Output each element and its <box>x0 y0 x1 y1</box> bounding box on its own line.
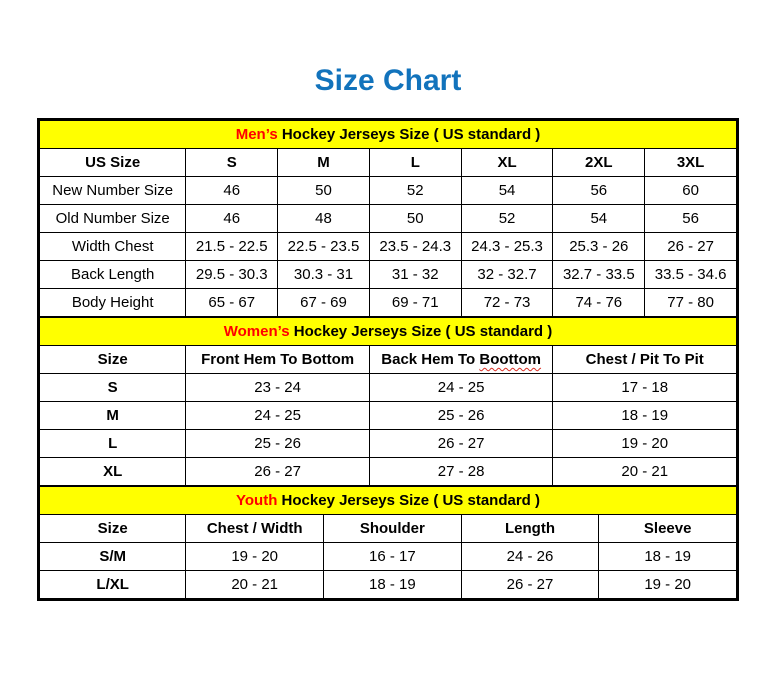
youth-highlight-text: Youth <box>236 492 278 509</box>
womens-col-size: Size <box>40 346 186 374</box>
table-cell: 46 <box>186 205 278 233</box>
table-cell: 52 <box>461 205 553 233</box>
mens-band-rest-text: Hockey Jerseys Size ( US standard ) <box>277 126 541 143</box>
table-row <box>40 430 737 458</box>
mens-section-band <box>40 121 737 149</box>
youth-band-rest-text: Hockey Jerseys Size ( US standard ) <box>277 492 540 509</box>
mens-col-xl: XL <box>461 149 553 177</box>
mens-col-s: S <box>186 149 278 177</box>
youth-col-chest-width: Chest / Width <box>186 515 324 543</box>
mens-row-label: Back Length <box>40 261 186 289</box>
table-cell: 20 - 21 <box>553 458 737 486</box>
mens-section-title <box>40 121 737 149</box>
mens-header-row <box>40 149 737 177</box>
table-cell: 25.3 - 26 <box>553 233 645 261</box>
womens-section-band <box>40 318 737 346</box>
table-cell: 31 - 32 <box>369 261 461 289</box>
table-row <box>40 261 737 289</box>
table-cell: 16 - 17 <box>324 543 462 571</box>
back-hem-misspelled-word: Boottom <box>479 351 542 368</box>
youth-col-length: Length <box>461 515 599 543</box>
table-cell: 26 - 27 <box>186 458 370 486</box>
table-cell: 25 - 26 <box>186 430 370 458</box>
table-cell: 50 <box>369 205 461 233</box>
mens-col-l: L <box>369 149 461 177</box>
mens-row-label: New Number Size <box>40 177 186 205</box>
table-cell: 24.3 - 25.3 <box>461 233 553 261</box>
table-cell: 30.3 - 31 <box>278 261 370 289</box>
table-row <box>40 543 737 571</box>
table-cell: 54 <box>553 205 645 233</box>
mens-col-m: M <box>278 149 370 177</box>
table-cell: 19 - 20 <box>186 543 324 571</box>
table-row <box>40 205 737 233</box>
youth-row-label: S/M <box>40 543 186 571</box>
page-title: Size Chart <box>314 64 462 97</box>
table-cell: 18 - 19 <box>324 571 462 599</box>
table-cell: 72 - 73 <box>461 289 553 317</box>
back-hem-prefix: Back Hem To <box>381 351 480 368</box>
table-row <box>40 571 737 599</box>
mens-row-label: Old Number Size <box>40 205 186 233</box>
table-row <box>40 177 737 205</box>
table-cell: 17 - 18 <box>553 374 737 402</box>
youth-section-band <box>40 487 737 515</box>
table-cell: 52 <box>369 177 461 205</box>
womens-size-table <box>39 317 737 486</box>
table-cell: 18 - 19 <box>553 402 737 430</box>
womens-highlight-text: Women’s <box>223 323 290 340</box>
womens-row-label: S <box>40 374 186 402</box>
table-cell: 60 <box>645 177 737 205</box>
table-cell: 67 - 69 <box>278 289 370 317</box>
table-cell: 19 - 20 <box>599 571 737 599</box>
table-cell: 27 - 28 <box>369 458 553 486</box>
table-cell: 24 - 25 <box>186 402 370 430</box>
table-row <box>40 402 737 430</box>
table-cell: 50 <box>278 177 370 205</box>
table-cell: 54 <box>461 177 553 205</box>
womens-col-back-hem <box>369 346 553 374</box>
womens-row-label: M <box>40 402 186 430</box>
womens-row-label: XL <box>40 458 186 486</box>
table-cell: 77 - 80 <box>645 289 737 317</box>
table-cell: 26 - 27 <box>461 571 599 599</box>
table-cell: 32 - 32.7 <box>461 261 553 289</box>
table-row <box>40 289 737 317</box>
youth-col-shoulder: Shoulder <box>324 515 462 543</box>
youth-header-row <box>40 515 737 543</box>
table-cell: 46 <box>186 177 278 205</box>
youth-col-size: Size <box>40 515 186 543</box>
table-cell: 24 - 26 <box>461 543 599 571</box>
mens-highlight-text: Men’s <box>235 126 278 143</box>
table-cell: 18 - 19 <box>599 543 737 571</box>
table-row <box>40 233 737 261</box>
table-cell: 26 - 27 <box>645 233 737 261</box>
table-cell: 69 - 71 <box>369 289 461 317</box>
mens-col-2xl: 2XL <box>553 149 645 177</box>
womens-header-row <box>40 346 737 374</box>
youth-section-title <box>40 487 737 515</box>
table-cell: 19 - 20 <box>553 430 737 458</box>
youth-size-table <box>39 486 737 599</box>
womens-col-chest: Chest / Pit To Pit <box>553 346 737 374</box>
table-cell: 25 - 26 <box>369 402 553 430</box>
mens-row-label: Body Height <box>40 289 186 317</box>
table-cell: 22.5 - 23.5 <box>278 233 370 261</box>
table-cell: 26 - 27 <box>369 430 553 458</box>
table-cell: 21.5 - 22.5 <box>186 233 278 261</box>
table-cell: 74 - 76 <box>553 289 645 317</box>
table-row <box>40 374 737 402</box>
womens-col-front-hem: Front Hem To Bottom <box>186 346 370 374</box>
womens-section-title <box>40 318 737 346</box>
table-cell: 56 <box>553 177 645 205</box>
mens-col-3xl: 3XL <box>645 149 737 177</box>
table-cell: 20 - 21 <box>186 571 324 599</box>
womens-row-label: L <box>40 430 186 458</box>
table-row <box>40 458 737 486</box>
table-cell: 48 <box>278 205 370 233</box>
table-cell: 29.5 - 30.3 <box>186 261 278 289</box>
mens-size-table <box>39 120 737 317</box>
table-cell: 33.5 - 34.6 <box>645 261 737 289</box>
table-cell: 23 - 24 <box>186 374 370 402</box>
table-cell: 65 - 67 <box>186 289 278 317</box>
youth-row-label: L/XL <box>40 571 186 599</box>
youth-col-sleeve: Sleeve <box>599 515 737 543</box>
womens-band-rest-text: Hockey Jerseys Size ( US standard ) <box>289 323 553 340</box>
mens-row-label: Width Chest <box>40 233 186 261</box>
table-cell: 24 - 25 <box>369 374 553 402</box>
table-cell: 56 <box>645 205 737 233</box>
table-cell: 23.5 - 24.3 <box>369 233 461 261</box>
mens-col-us-size: US Size <box>40 149 186 177</box>
size-chart-tables <box>37 118 739 601</box>
table-cell: 32.7 - 33.5 <box>553 261 645 289</box>
